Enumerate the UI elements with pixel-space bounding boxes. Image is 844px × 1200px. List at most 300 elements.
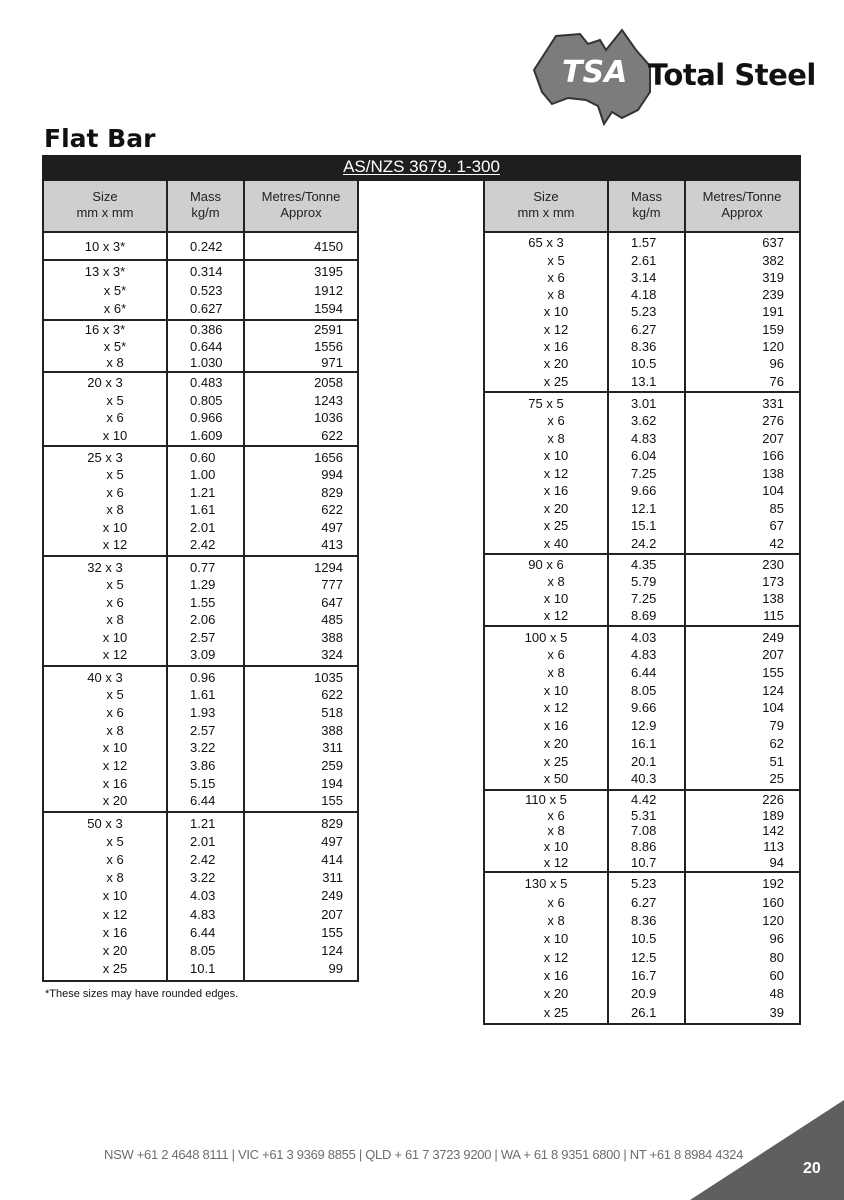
table-row <box>44 705 357 720</box>
table-row <box>44 520 357 535</box>
table-row <box>485 396 799 411</box>
table-row <box>44 560 357 575</box>
metres-tonne-cell: 1556 <box>314 338 343 354</box>
table-row <box>485 1005 799 1020</box>
metres-tonne-cell: 80 <box>769 949 784 965</box>
table-row <box>44 687 357 702</box>
size-group <box>485 873 799 1023</box>
size-cell: x 10 <box>543 304 569 320</box>
size-cell: x 16 <box>543 967 569 983</box>
size-cell: x 50 <box>543 771 569 787</box>
mass-cell: 3.09 <box>190 647 216 663</box>
mass-cell: 2.42 <box>190 537 216 553</box>
table-row <box>485 253 799 268</box>
metres-tonne-cell: 637 <box>762 235 784 251</box>
table-row <box>44 322 357 337</box>
size-cell: x 6* <box>103 300 127 316</box>
size-cell: x 10 <box>543 591 569 606</box>
size-cell: 50 x 3 <box>87 816 123 832</box>
metres-tonne-cell: 42 <box>769 535 784 551</box>
metres-tonne-cell: 120 <box>762 912 784 928</box>
table-row <box>485 483 799 498</box>
size-group <box>44 233 357 259</box>
size-group <box>44 557 357 665</box>
table-row <box>44 502 357 517</box>
mass-cell: 10.5 <box>631 356 657 372</box>
metres-tonne-cell: 25 <box>769 771 784 787</box>
table-row <box>44 816 357 831</box>
metres-tonne-cell: 382 <box>762 252 784 268</box>
metres-tonne-cell: 485 <box>321 612 343 628</box>
header-size: Size mm x mm <box>517 189 575 220</box>
table-row <box>485 913 799 928</box>
metres-tonne-cell: 497 <box>321 834 343 850</box>
mass-cell: 8.05 <box>190 942 216 958</box>
size-cell: x 16 <box>102 775 128 791</box>
table-row <box>44 537 357 552</box>
table-row <box>485 718 799 733</box>
table-row <box>485 431 799 446</box>
mass-cell: 4.83 <box>631 647 657 663</box>
metres-tonne-cell: 1243 <box>314 392 343 408</box>
metres-tonne-cell: 124 <box>762 682 784 698</box>
metres-tonne-cell: 104 <box>762 483 784 498</box>
size-cell: x 8 <box>547 287 565 303</box>
table-row <box>485 287 799 302</box>
size-cell: x 12 <box>543 465 569 481</box>
table-header <box>44 181 357 233</box>
metres-tonne-cell: 48 <box>769 986 784 1002</box>
size-cell: x 5 <box>106 577 124 593</box>
table-row <box>485 855 799 870</box>
mass-cell: 6.44 <box>631 665 657 681</box>
table-row <box>485 574 799 589</box>
size-cell: x 6 <box>547 647 565 663</box>
size-cell: 16 x 3* <box>84 322 126 338</box>
size-cell: 110 x 5 <box>525 791 567 807</box>
size-cell: x 25 <box>543 1004 569 1020</box>
metres-tonne-cell: 388 <box>321 722 343 738</box>
metres-tonne-cell: 4150 <box>314 238 343 254</box>
table-row <box>44 239 357 254</box>
table-row <box>44 647 357 662</box>
metres-tonne-cell: 60 <box>769 967 784 983</box>
mass-cell: 0.483 <box>190 375 223 391</box>
metres-tonne-cell: 94 <box>769 855 784 871</box>
footnote: *These sizes may have rounded edges. <box>45 988 239 1000</box>
mass-cell: 0.60 <box>190 449 216 465</box>
size-cell: x 12 <box>102 757 128 773</box>
table-row <box>44 595 357 610</box>
metres-tonne-cell: 388 <box>321 629 343 645</box>
mass-cell: 0.242 <box>190 238 223 254</box>
size-cell: x 20 <box>543 500 569 516</box>
size-cell: x 10 <box>102 519 128 535</box>
size-cell: x 16 <box>543 483 569 498</box>
mass-cell: 1.29 <box>190 577 216 593</box>
size-cell: 75 x 5 <box>528 395 564 411</box>
metres-tonne-cell: 1035 <box>314 669 343 685</box>
table-row <box>485 895 799 910</box>
metres-tonne-cell: 99 <box>328 960 343 976</box>
size-cell: x 6 <box>106 852 124 868</box>
size-cell: x 8 <box>106 354 124 370</box>
table-row <box>44 852 357 867</box>
size-cell: x 10 <box>543 839 569 855</box>
mass-cell: 0.627 <box>190 300 223 316</box>
size-cell: x 5 <box>106 467 124 483</box>
table-row <box>44 740 357 755</box>
metres-tonne-cell: 259 <box>321 757 343 773</box>
flat-bar-table-right <box>483 181 801 1025</box>
size-cell: 65 x 3 <box>528 235 564 251</box>
table-row <box>485 950 799 965</box>
metres-tonne-cell: 207 <box>762 647 784 663</box>
metres-tonne-cell: 113 <box>763 839 784 855</box>
mass-cell: 0.966 <box>190 410 223 426</box>
size-cell: x 8 <box>547 823 565 839</box>
mass-cell: 4.35 <box>631 557 657 572</box>
metres-tonne-cell: 96 <box>769 931 784 947</box>
mass-cell: 1.93 <box>190 704 216 720</box>
metres-tonne-cell: 159 <box>762 321 784 337</box>
table-row <box>485 374 799 389</box>
mass-cell: 12.5 <box>631 949 657 965</box>
mass-cell: 16.1 <box>631 735 657 751</box>
metres-tonne-cell: 249 <box>762 629 784 645</box>
metres-tonne-cell: 160 <box>762 894 784 910</box>
mass-cell: 7.25 <box>631 465 657 481</box>
mass-cell: 0.805 <box>190 392 223 408</box>
footer-contacts: NSW +61 2 4648 8111 | VIC +61 3 9369 8855 | QLD + 61 7 3723 9200 | WA + 61 8 9351 6800 | NT +61 8 8984 4324 <box>104 1147 744 1162</box>
size-cell: x 6 <box>547 807 565 823</box>
mass-cell: 0.96 <box>190 669 216 685</box>
table-row <box>44 925 357 940</box>
metres-tonne-cell: 1656 <box>314 449 343 465</box>
page-number: 20 <box>803 1160 821 1177</box>
metres-tonne-cell: 777 <box>321 577 343 593</box>
size-group <box>485 791 799 871</box>
mass-cell: 6.27 <box>631 894 657 910</box>
size-cell: x 8 <box>547 574 565 589</box>
size-cell: x 10 <box>102 740 128 756</box>
mass-cell: 20.9 <box>631 986 657 1002</box>
table-row <box>485 448 799 463</box>
metres-tonne-cell: 622 <box>321 687 343 703</box>
metres-tonne-cell: 76 <box>769 373 784 389</box>
size-cell: 90 x 6 <box>528 557 564 572</box>
size-cell: x 5 <box>106 687 124 703</box>
header-mass: Mass kg/m <box>630 189 663 220</box>
table-row <box>44 961 357 976</box>
metres-tonne-cell: 194 <box>321 775 343 791</box>
metres-tonne-cell: 173 <box>762 574 784 589</box>
metres-tonne-cell: 120 <box>762 339 784 355</box>
metres-tonne-cell: 191 <box>762 304 784 320</box>
table-row <box>485 771 799 786</box>
size-cell: x 6 <box>106 484 124 500</box>
size-cell: x 10 <box>543 931 569 947</box>
size-cell: x 20 <box>102 942 128 958</box>
size-cell: x 20 <box>543 356 569 372</box>
table-row <box>485 339 799 354</box>
size-cell: x 12 <box>102 537 128 553</box>
mass-cell: 0.523 <box>190 282 223 298</box>
mass-cell: 8.69 <box>631 608 657 623</box>
table-row <box>44 450 357 465</box>
size-cell: x 8 <box>547 665 565 681</box>
size-cell: x 8 <box>106 722 124 738</box>
size-group <box>44 373 357 445</box>
size-cell: 25 x 3 <box>87 449 123 465</box>
flat-bar-table-left <box>42 181 359 982</box>
size-cell: x 6 <box>106 704 124 720</box>
mass-cell: 10.7 <box>631 855 657 871</box>
metres-tonne-cell: 155 <box>321 924 343 940</box>
size-cell: x 12 <box>543 949 569 965</box>
table-row <box>485 536 799 551</box>
table-row <box>485 665 799 680</box>
mass-cell: 6.44 <box>190 793 216 809</box>
size-cell: x 20 <box>102 793 128 809</box>
mass-cell: 5.15 <box>190 775 216 791</box>
metres-tonne-cell: 1594 <box>314 300 343 316</box>
mass-cell: 20.1 <box>631 753 657 769</box>
size-group <box>485 555 799 625</box>
table-row <box>485 823 799 838</box>
size-cell: x 6 <box>547 894 565 910</box>
metres-tonne-cell: 647 <box>321 594 343 610</box>
mass-cell: 1.55 <box>190 594 216 610</box>
mass-cell: 12.9 <box>631 718 657 734</box>
size-cell: x 25 <box>102 960 128 976</box>
mass-cell: 5.31 <box>631 807 657 823</box>
table-row <box>485 322 799 337</box>
mass-cell: 24.2 <box>631 535 657 551</box>
mass-cell: 1.00 <box>190 467 216 483</box>
table-row <box>44 375 357 390</box>
mass-cell: 3.22 <box>190 870 216 886</box>
metres-tonne-cell: 2591 <box>314 322 343 338</box>
size-group <box>44 667 357 811</box>
mass-cell: 4.18 <box>631 287 657 303</box>
table-row <box>485 792 799 807</box>
size-cell: 20 x 3 <box>87 375 123 391</box>
metres-tonne-cell: 207 <box>321 906 343 922</box>
size-cell: x 5* <box>103 338 127 354</box>
size-cell: x 25 <box>543 373 569 389</box>
mass-cell: 12.1 <box>631 500 657 516</box>
table-row <box>44 339 357 354</box>
mass-cell: 3.14 <box>631 269 657 285</box>
table-row <box>485 591 799 606</box>
table-row <box>44 485 357 500</box>
mass-cell: 6.27 <box>631 321 657 337</box>
brand-name: Total Steel <box>648 58 816 92</box>
mass-cell: 3.86 <box>190 757 216 773</box>
table-row <box>44 355 357 370</box>
mass-cell: 4.83 <box>190 906 216 922</box>
table-row <box>485 931 799 946</box>
table-row <box>44 612 357 627</box>
table-row <box>485 630 799 645</box>
table-row <box>485 683 799 698</box>
mass-cell: 8.36 <box>631 912 657 928</box>
mass-cell: 13.1 <box>631 373 657 389</box>
table-row <box>485 754 799 769</box>
mass-cell: 1.57 <box>631 235 657 251</box>
mass-cell: 6.04 <box>631 448 657 463</box>
mass-cell: 8.86 <box>631 839 657 855</box>
table-row <box>485 986 799 1001</box>
table-row <box>44 943 357 958</box>
metres-tonne-cell: 67 <box>769 518 784 533</box>
metres-tonne-cell: 1912 <box>314 282 343 298</box>
size-cell: x 12 <box>543 700 569 716</box>
size-cell: x 5 <box>106 834 124 850</box>
mass-cell: 26.1 <box>631 1004 657 1020</box>
size-group <box>44 447 357 555</box>
mass-cell: 40.3 <box>631 771 657 787</box>
table-row <box>44 577 357 592</box>
mass-cell: 0.644 <box>190 338 223 354</box>
metres-tonne-cell: 1294 <box>314 559 343 575</box>
mass-cell: 10.5 <box>631 931 657 947</box>
metres-tonne-cell: 96 <box>769 356 784 372</box>
mass-cell: 4.03 <box>631 629 657 645</box>
size-cell: x 16 <box>543 718 569 734</box>
table-row <box>44 834 357 849</box>
metres-tonne-cell: 622 <box>321 427 343 443</box>
size-cell: x 16 <box>102 924 128 940</box>
table-row <box>485 839 799 854</box>
metres-tonne-cell: 207 <box>762 430 784 446</box>
mass-cell: 15.1 <box>631 518 657 533</box>
metres-tonne-cell: 142 <box>762 823 784 839</box>
table-row <box>44 670 357 685</box>
header-metres-tonne: Metres/Tonne Approx <box>702 189 782 220</box>
metres-tonne-cell: 239 <box>762 287 784 303</box>
size-cell: 10 x 3* <box>84 238 126 254</box>
metres-tonne-cell: 189 <box>762 807 784 823</box>
size-cell: x 8 <box>106 870 124 886</box>
metres-tonne-cell: 115 <box>763 608 784 623</box>
corner-decoration <box>690 1100 844 1200</box>
header-metres-tonne: Metres/Tonne Approx <box>261 189 341 220</box>
metres-tonne-cell: 994 <box>321 467 343 483</box>
table-row <box>44 301 357 316</box>
size-group <box>44 321 357 371</box>
metres-tonne-cell: 311 <box>322 870 343 886</box>
mass-cell: 16.7 <box>631 967 657 983</box>
table-row <box>485 304 799 319</box>
header-size: Size mm x mm <box>76 189 134 220</box>
mass-cell: 2.01 <box>190 519 216 535</box>
table-row <box>44 776 357 791</box>
size-cell: x 16 <box>543 339 569 355</box>
table-row <box>44 283 357 298</box>
metres-tonne-cell: 2058 <box>314 375 343 391</box>
table-row <box>44 793 357 808</box>
size-cell: x 8 <box>547 912 565 928</box>
mass-cell: 5.23 <box>631 876 657 892</box>
mass-cell: 7.25 <box>631 591 657 606</box>
metres-tonne-cell: 79 <box>769 718 784 734</box>
table-row <box>485 647 799 662</box>
size-cell: x 10 <box>543 682 569 698</box>
size-cell: x 5* <box>103 282 127 298</box>
mass-cell: 0.386 <box>190 322 223 338</box>
table-row <box>44 428 357 443</box>
mass-cell: 3.62 <box>631 413 657 428</box>
metres-tonne-cell: 311 <box>322 740 343 756</box>
mass-cell: 10.1 <box>190 960 216 976</box>
table-row <box>44 467 357 482</box>
size-group <box>485 233 799 391</box>
table-row <box>44 630 357 645</box>
mass-cell: 1.030 <box>190 354 223 370</box>
metres-tonne-cell: 155 <box>762 665 784 681</box>
mass-cell: 0.77 <box>190 559 216 575</box>
size-cell: x 8 <box>547 430 565 446</box>
mass-cell: 3.22 <box>190 740 216 756</box>
table-row <box>485 466 799 481</box>
mass-cell: 0.314 <box>190 264 223 280</box>
size-cell: x 5 <box>106 392 124 408</box>
table-row <box>485 235 799 250</box>
mass-cell: 2.01 <box>190 834 216 850</box>
metres-tonne-cell: 226 <box>762 791 784 807</box>
size-cell: x 6 <box>547 269 565 285</box>
size-cell: x 5 <box>547 252 565 268</box>
size-group <box>44 813 357 979</box>
table-row <box>485 736 799 751</box>
mass-cell: 2.06 <box>190 612 216 628</box>
mass-cell: 7.08 <box>631 823 657 839</box>
metres-tonne-cell: 138 <box>762 465 784 481</box>
mass-cell: 4.83 <box>631 430 657 446</box>
mass-cell: 1.61 <box>190 687 216 703</box>
size-cell: 40 x 3 <box>87 669 123 685</box>
size-cell: x 20 <box>543 735 569 751</box>
page-title: Flat Bar <box>44 124 156 153</box>
mass-cell: 8.05 <box>631 682 657 698</box>
mass-cell: 9.66 <box>631 700 657 716</box>
table-row <box>44 410 357 425</box>
table-row <box>44 264 357 279</box>
metres-tonne-cell: 192 <box>762 876 784 892</box>
table-row <box>485 557 799 572</box>
table-row <box>485 808 799 823</box>
metres-tonne-cell: 1036 <box>314 410 343 426</box>
metres-tonne-cell: 829 <box>321 484 343 500</box>
table-row <box>485 608 799 623</box>
logo-mark: TSA <box>562 55 628 90</box>
table-row <box>485 501 799 516</box>
metres-tonne-cell: 155 <box>321 793 343 809</box>
metres-tonne-cell: 39 <box>769 1004 784 1020</box>
size-cell: x 10 <box>543 448 569 463</box>
metres-tonne-cell: 319 <box>762 269 784 285</box>
metres-tonne-cell: 414 <box>321 852 343 868</box>
table-row <box>44 888 357 903</box>
size-cell: x 12 <box>102 647 128 663</box>
mass-cell: 9.66 <box>631 483 657 498</box>
mass-cell: 2.57 <box>190 629 216 645</box>
metres-tonne-cell: 85 <box>769 500 784 516</box>
table-row <box>485 270 799 285</box>
table-row <box>44 907 357 922</box>
